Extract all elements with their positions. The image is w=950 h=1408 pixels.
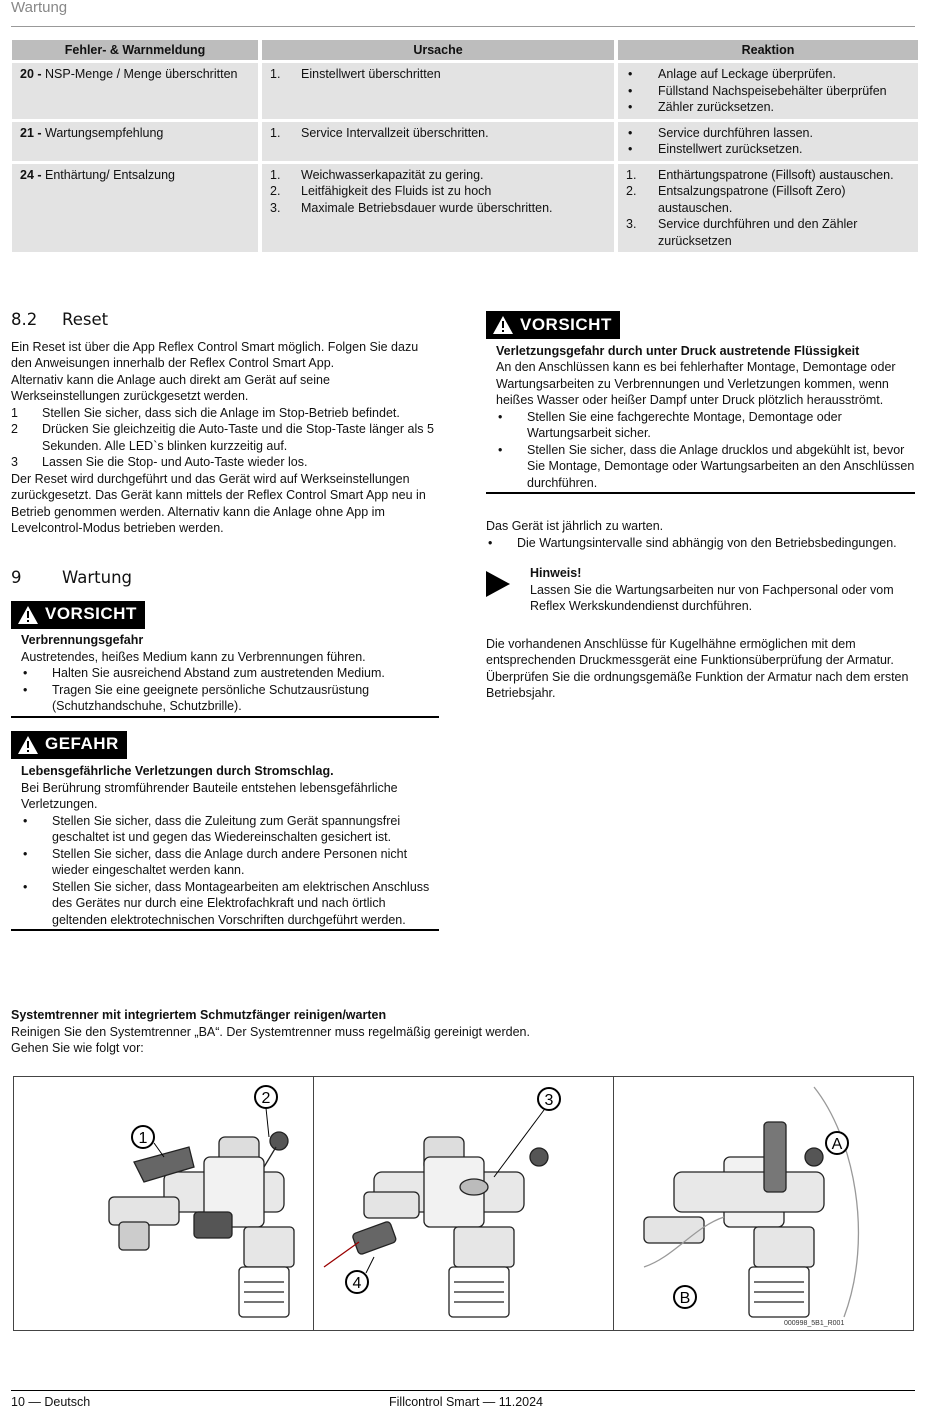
list-text: Stellen Sie sicher, dass die Anlage durch andere Personen nicht wieder eingeschaltet werden kann.: [52, 846, 408, 877]
reaction-item: [626, 83, 910, 100]
warning-text: Bei Berührung stromführender Bauteile entstehen lebensgefährliche Verletzungen.: [21, 780, 398, 811]
warning-gefahr: [11, 731, 439, 932]
reaction-text: Service durchführen lassen.: [658, 125, 813, 140]
list-text: Halten Sie ausreichend Abstand zum austretenden Medium.: [52, 666, 385, 680]
warning-vorsicht-pressure: [486, 311, 915, 494]
cause-number: 2.: [270, 184, 281, 198]
warning-badge-label: VORSICHT: [520, 314, 612, 334]
list-text: Stellen Sie sicher, dass die Zuleitung zum Gerät spannungsfrei geschaltet ist und gegen das Wiedereinschalten gesichert ist.: [52, 813, 401, 844]
list-text: Stellen Sie eine fachgerechte Montage, Demontage oder Wartungsarbeit sicher.: [527, 409, 842, 440]
table-cell-reaction: [618, 164, 918, 253]
table-cell-reaction: [618, 122, 918, 161]
reaction-text: Enthärtungspatrone (Fillsoft) austauschen.: [658, 167, 894, 182]
bullet-icon: •: [488, 535, 493, 550]
reaction-marker: 2.: [626, 184, 637, 198]
cause-number: 3.: [270, 200, 281, 215]
error-code: 21 -: [20, 125, 42, 140]
cause-text: Einstellwert überschritten: [301, 67, 441, 81]
table-cell-cause: [262, 63, 614, 119]
list-text: Tragen Sie eine geeignete persönliche Schutzausrüstung (Schutzhandschuhe, Schutzbrille).: [52, 682, 370, 713]
cause-item: [270, 66, 606, 83]
table-row: [12, 122, 918, 161]
reaction-text: Füllstand Nachspeisebehälter überprüfen: [658, 83, 887, 98]
bullet-icon: •: [498, 409, 503, 424]
warning-triangle-icon: [492, 315, 514, 335]
list-text: Stellen Sie sicher, dass Montagearbeiten am elektrischen Anschluss des Gerätes nur durch eine Elektrofachkraft und nach örtlich geltenden elektrotechnischen Vorschriften durchgeführt werden.: [52, 879, 430, 927]
error-table: [8, 37, 918, 255]
reaction-marker: 1.: [626, 167, 637, 182]
list-text: Die Wartungsintervalle sind abhängig von den Betriebsbedingungen.: [517, 535, 897, 550]
list-item: [496, 442, 915, 492]
section-wartung: [11, 570, 439, 931]
error-message: Enthärtung/ Entsalzung: [41, 167, 175, 182]
table-cell-message: [12, 164, 258, 253]
reaction-text: Service durchführen und den Zähler zurücksetzen: [658, 217, 858, 248]
callout-1-label: 1: [138, 1130, 148, 1147]
cause-text: Maximale Betriebsdauer wurde überschritten.: [301, 200, 553, 215]
valve-illustration-2: [314, 1077, 605, 1330]
reaction-marker: 3.: [626, 217, 637, 231]
section-systemtrenner: [11, 1007, 915, 1057]
error-message: Wartungsempfehlung: [41, 125, 164, 140]
valve-illustration-3: [614, 1077, 905, 1330]
table-cell-message: [12, 122, 258, 161]
hint-title: Hinweis!: [530, 566, 582, 580]
step-number: 3: [11, 455, 18, 469]
section-title: Reset: [62, 310, 109, 329]
reaction-text: Anlage auf Leckage überprüfen.: [658, 67, 836, 81]
figure-panel-1: [14, 1077, 314, 1330]
warning-badge: [11, 601, 145, 629]
table-header-row: [12, 40, 918, 60]
paragraph: Gehen Sie wie folgt vor:: [11, 1041, 144, 1055]
figure-code: 000998_5B1_R001: [784, 1320, 845, 1327]
table-header-cell: Fehler- & Warnmeldung: [12, 40, 258, 60]
cause-text: Weichwasserkapazität zu gering.: [301, 167, 484, 182]
hint-box: [486, 565, 915, 615]
callout-B-label: B: [679, 1290, 691, 1307]
reaction-item: [626, 99, 910, 116]
list-item: [21, 682, 439, 715]
list-item: [11, 421, 439, 454]
paragraph: Ein Reset ist über die App Reflex Control Smart möglich. Folgen Sie dazu den Anweisungen innerhalb der Reflex Control Smart App.: [11, 339, 419, 370]
step-text: Lassen Sie die Stop- und Auto-Taste wieder los.: [42, 455, 308, 469]
paragraph: Alternativ kann die Anlage auch direkt am Gerät auf seine Werkseinstellungen zurückgesetzt werden.: [11, 372, 330, 403]
reaction-text: Einstellwert zurücksetzen.: [658, 142, 803, 156]
cause-item: [270, 200, 606, 217]
reaction-item: [626, 141, 910, 158]
table-row: [12, 164, 918, 253]
bullet-icon: •: [23, 846, 28, 861]
section-number: 9: [11, 568, 22, 587]
warning-triangle-icon: [17, 605, 39, 625]
paragraph: Die vorhandenen Anschlüsse für Kugelhähne ermöglichen mit dem entsprechenden Druckmessgerät eine Funktionsüberprüfung der Armatur. Überprüfen Sie die ordnungsgemäße Funktion der Armatur nach dem ersten Betriebsjahr.: [486, 636, 909, 700]
table-cell-cause: [262, 164, 614, 253]
bullet-icon: •: [23, 666, 28, 680]
cause-text: Service Intervallzeit überschritten.: [301, 125, 489, 140]
reaction-item: [626, 66, 910, 83]
reaction-item: [626, 125, 910, 142]
warning-badge: [486, 311, 620, 339]
list-item: [11, 454, 439, 471]
warning-heading: Verbrennungsgefahr: [21, 633, 144, 647]
header-divider: [11, 26, 915, 27]
maintenance-figure: [13, 1076, 914, 1331]
section-heading-wartung: [11, 570, 439, 587]
cause-item: [270, 167, 606, 184]
warning-badge-label: GEFAHR: [45, 734, 119, 754]
error-message: NSP-Menge / Menge überschritten: [41, 67, 238, 81]
section-reset: [11, 312, 439, 537]
list-item: [486, 535, 915, 552]
bullet-icon: •: [23, 813, 28, 828]
valve-illustration-1: [14, 1077, 305, 1330]
cause-item: [270, 125, 606, 142]
table-cell-message: [12, 63, 258, 119]
warning-badge-label: VORSICHT: [45, 604, 137, 624]
table-cell-cause: [262, 122, 614, 161]
warning-badge: [11, 731, 127, 759]
figure-panel-2: [314, 1077, 614, 1330]
warning-heading: Verletzungsgefahr durch unter Druck austretende Flüssigkeit: [496, 343, 860, 358]
cause-item: [270, 183, 606, 200]
page-header-title: Wartung: [11, 0, 68, 16]
cause-number: 1.: [270, 125, 281, 140]
reaction-text: Entsalzungspatrone (Fillsoft Zero) austauschen.: [658, 184, 846, 215]
list-item: [21, 846, 439, 879]
footer-page: 10 — Deutsch: [11, 1395, 91, 1408]
section-heading-reset: [11, 312, 439, 329]
reaction-item: [626, 183, 910, 216]
bullet-icon: •: [498, 442, 503, 457]
list-item: [496, 409, 915, 442]
warning-triangle-icon: [17, 735, 39, 755]
hint-text: Lassen Sie die Wartungsarbeiten nur von Fachpersonal oder vom Reflex Werkskundendienst durchführen.: [530, 582, 894, 613]
table-header-cell: Ursache: [262, 40, 614, 60]
list-item: [21, 665, 439, 682]
bullet-icon: •: [23, 682, 28, 697]
error-code: 24 -: [20, 167, 42, 182]
footer-divider: [11, 1390, 915, 1391]
section-title: Wartung: [62, 568, 133, 587]
list-text: Stellen Sie sicher, dass die Anlage drucklos und abgekühlt ist, bevor Sie Montage, Demontage oder Wartungsarbeiten an den Anschlüssen durchführen.: [527, 442, 915, 490]
reaction-marker: •: [628, 142, 633, 156]
reaction-marker: •: [628, 83, 633, 98]
right-column: [486, 311, 915, 702]
reaction-text: Zähler zurücksetzen.: [658, 100, 775, 114]
reaction-marker: •: [628, 67, 633, 81]
error-code: 20 -: [20, 67, 42, 81]
paragraph: Reinigen Sie den Systemtrenner „BA“. Der Systemtrenner muss regelmäßig gereinigt werden.: [11, 1024, 530, 1039]
step-number: 1: [11, 405, 18, 420]
footer-document: Fillcontrol Smart — 11.2024: [389, 1395, 543, 1408]
warning-text: An den Anschlüssen kann es bei fehlerhafter Montage, Demontage oder Wartungsarbeiten zu Verbrennungen und Verletzungen kommen, wenn heißes Wasser oder heißer Dampf unter Druck plötzlich herausströmt.: [496, 360, 896, 407]
callout-2-label: 2: [261, 1090, 271, 1107]
reaction-marker: •: [628, 100, 633, 114]
table-cell-reaction: [618, 63, 918, 119]
list-item: [21, 813, 439, 846]
figure-panel-3: [614, 1077, 913, 1330]
reaction-item: [626, 167, 910, 184]
paragraph: Das Gerät ist jährlich zu warten.: [486, 519, 664, 533]
reaction-item: [626, 216, 910, 249]
table-row: [12, 63, 918, 119]
step-text: Drücken Sie gleichzeitig die Auto-Taste und die Stop-Taste länger als 5 Sekunden. Alle LED`s blinken kurzzeitig auf.: [42, 422, 434, 453]
reaction-marker: •: [628, 125, 633, 140]
cause-number: 1.: [270, 167, 281, 182]
subsection-heading: Systemtrenner mit integriertem Schmutzfänger reinigen/warten: [11, 1008, 387, 1022]
list-item: [11, 405, 439, 422]
callout-3-label: 3: [544, 1092, 554, 1109]
warning-text: Austretendes, heißes Medium kann zu Verbrennungen führen.: [21, 649, 366, 664]
cause-text: Leitfähigkeit des Fluids ist zu hoch: [301, 184, 492, 198]
bullet-icon: •: [23, 879, 28, 894]
hint-arrow-icon: [486, 571, 510, 597]
callout-4-label: 4: [352, 1275, 362, 1292]
callout-A-label: A: [831, 1136, 843, 1153]
warning-vorsicht: [11, 601, 439, 718]
step-number: 2: [11, 422, 18, 436]
step-text: Stellen Sie sicher, dass sich die Anlage im Stop-Betrieb befindet.: [42, 405, 400, 420]
paragraph: Der Reset wird durchgeführt und das Gerät wird auf Werkseinstellungen zurückgesetzt. Das Gerät kann mittels der Reflex Control Smart App neu in Betrieb genommen werden. Alternativ kann die Anlage ohne App im Levelcontrol-Modus betrieben werden.: [11, 471, 426, 535]
table-header-cell: Reaktion: [618, 40, 918, 60]
section-number: 8.2: [11, 310, 38, 329]
warning-heading: Lebensgefährliche Verletzungen durch Stromschlag.: [21, 764, 334, 778]
cause-number: 1.: [270, 67, 281, 81]
list-item: [21, 879, 439, 929]
